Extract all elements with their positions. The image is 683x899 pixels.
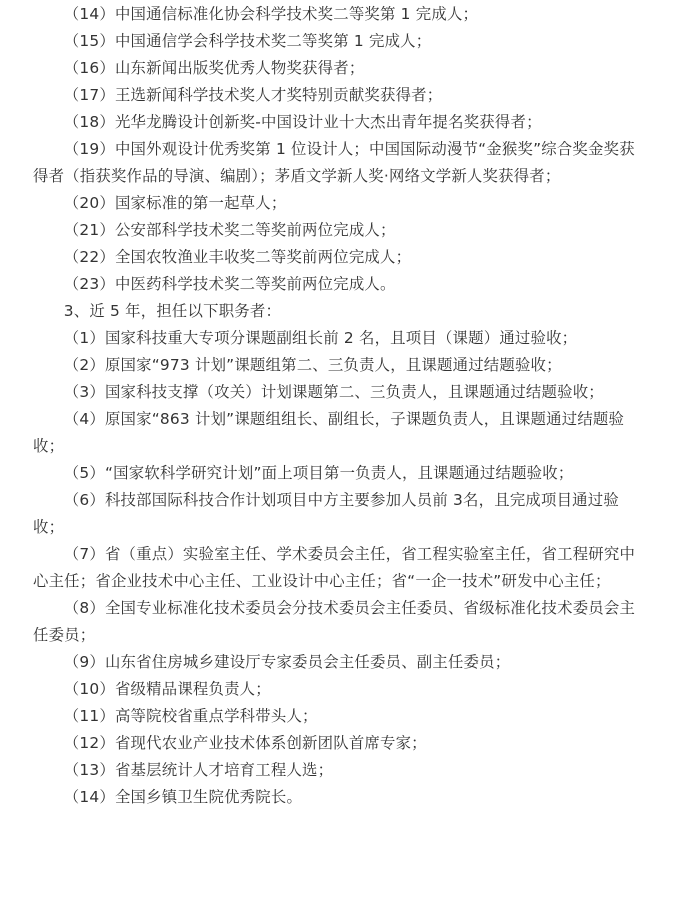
list-item: （16）山东新闻出版奖优秀人物奖获得者；	[63, 59, 365, 77]
list-item: （14）全国乡镇卫生院优秀院长。	[63, 788, 303, 806]
list-item: （4）原国家“863 计划”课题组组长、副组长，子课题负责人，且课题通过结题验收；	[33, 410, 625, 455]
list-item: （22）全国农牧渔业丰收奖二等奖前两位完成人；	[63, 248, 412, 266]
list-item: （9）山东省住房城乡建设厅专家委员会主任委员、副主任委员；	[63, 653, 511, 671]
list-item: （8）全国专业标准化技术委员会分技术委员会主任委员、省级标准化技术委员会主任委员；	[33, 599, 636, 644]
list-item: （17）王选新闻科学技术奖人才奖特别贡献奖获得者；	[63, 86, 443, 104]
list-item: （20）国家标准的第一起草人；	[63, 194, 287, 212]
list-item: （6）科技部国际科技合作计划项目中方主要参加人员前 3名，且完成项目通过验收；	[33, 491, 619, 536]
list-item: （10）省级精品课程负责人；	[63, 680, 271, 698]
list-item: （2）原国家“973 计划”课题组第二、三负责人，且课题通过结题验收；	[63, 356, 562, 374]
list-item: （14）中国通信标准化协会科学技术奖二等奖第 1 完成人；	[63, 5, 479, 23]
list-item: （5）“国家软科学研究计划”面上项目第一负责人，且课题通过结题验收；	[63, 464, 574, 482]
list-item: （13）省基层统计人才培育工程人选；	[63, 761, 334, 779]
list-item: （7）省（重点）实验室主任、学术委员会主任，省工程实验室主任，省工程研究中心主任；省企业技术中心主任、工业设计中心主任；省“一企一技术”研发中心主任；	[33, 545, 636, 590]
list-item: （15）中国通信学会科学技术奖二等奖第 1 完成人；	[63, 32, 432, 50]
list-item: （19）中国外观设计优秀奖第 1 位设计人；中国国际动漫节“金猴奖”综合奖金奖获得者（指获奖作品的导演、编剧）；茅盾文学新人奖·网络文学新人奖获得者；	[33, 140, 635, 185]
list-item: （12）省现代农业产业技术体系创新团队首席专家；	[63, 734, 427, 752]
list-item: （23）中医药科学技术奖二等奖前两位完成人。	[63, 275, 396, 293]
list-item: （18）光华龙腾设计创新奖-中国设计业十大杰出青年提名奖获得者；	[63, 113, 542, 131]
list-item: （11）高等院校省重点学科带头人；	[63, 707, 318, 725]
list-item: （1）国家科技重大专项分课题副组长前 2 名，且项目（课题）通过验收；	[63, 329, 578, 347]
section-heading: 3、近 5 年，担任以下职务者：	[63, 302, 282, 320]
document-page	[17, 0, 665, 899]
list-item: （3）国家科技支撑（攻关）计划课题第二、三负责人，且课题通过结题验收；	[63, 383, 604, 401]
document-body	[33, 1, 649, 811]
list-item: （21）公安部科学技术奖二等奖前两位完成人；	[63, 221, 396, 239]
